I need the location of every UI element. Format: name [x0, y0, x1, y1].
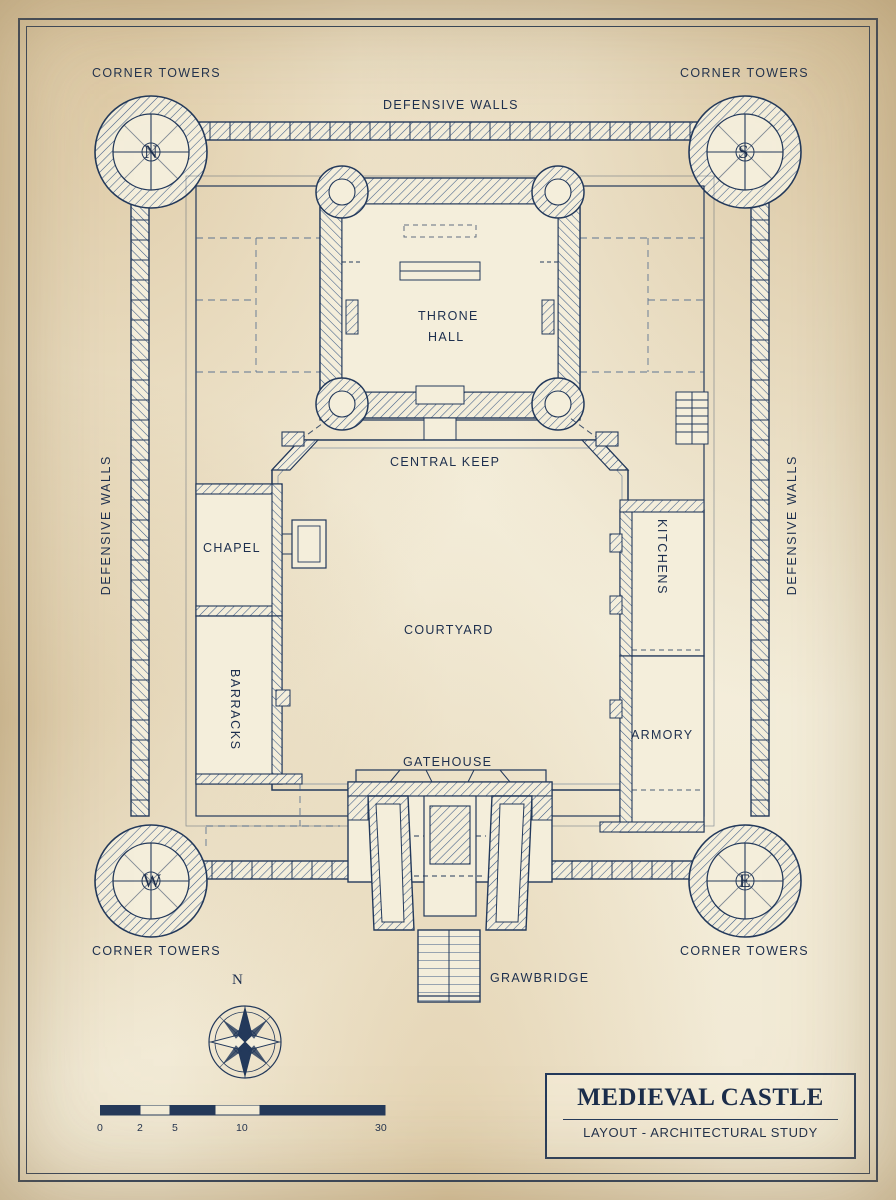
label-defensive-walls-top: DEFENSIVE WALLS [383, 98, 519, 112]
label-kitchens: KITCHENS [655, 519, 669, 596]
label-corner-towers-nw: CORNER TOWERS [92, 66, 221, 80]
tower-letter-se: E [739, 871, 752, 892]
scale-tick-30: 30 [375, 1122, 387, 1134]
scale-bar [100, 1105, 400, 1129]
label-central-keep: CENTRAL KEEP [390, 455, 501, 469]
label-gatehouse: GATEHOUSE [403, 755, 493, 769]
label-courtyard: COURTYARD [404, 623, 494, 637]
tower-letter-sw: W [143, 871, 162, 892]
title-block [545, 1073, 856, 1159]
title-block-divider [563, 1119, 838, 1120]
label-armory: ARMORY [631, 728, 694, 742]
label-corner-towers-ne: CORNER TOWERS [680, 66, 809, 80]
scale-tick-10: 10 [236, 1122, 248, 1134]
scale-tick-2: 2 [137, 1122, 143, 1134]
tower-letter-ne: S [738, 142, 750, 163]
label-chapel: CHAPEL [203, 541, 261, 555]
label-defensive-walls-right: DEFENSIVE WALLS [785, 455, 799, 596]
label-drawbridge: GRAWBRIDGE [490, 971, 590, 985]
label-defensive-walls-left: DEFENSIVE WALLS [99, 455, 113, 596]
compass-north-letter: N [232, 972, 243, 988]
compass-rose [185, 990, 305, 1100]
scale-tick-5: 5 [172, 1122, 178, 1134]
label-barracks: BARRACKS [228, 669, 242, 751]
label-corner-towers-se: CORNER TOWERS [680, 944, 809, 958]
label-throne-hall-line1: THRONE [418, 309, 479, 323]
scale-tick-0: 0 [97, 1122, 103, 1134]
label-throne-hall-line2: HALL [428, 330, 465, 344]
tower-letter-nw: N [144, 142, 159, 163]
sheet-subtitle: LAYOUT - ARCHITECTURAL STUDY [583, 1125, 818, 1140]
label-corner-towers-sw: CORNER TOWERS [92, 944, 221, 958]
sheet-title: MEDIEVAL CASTLE [577, 1084, 824, 1111]
